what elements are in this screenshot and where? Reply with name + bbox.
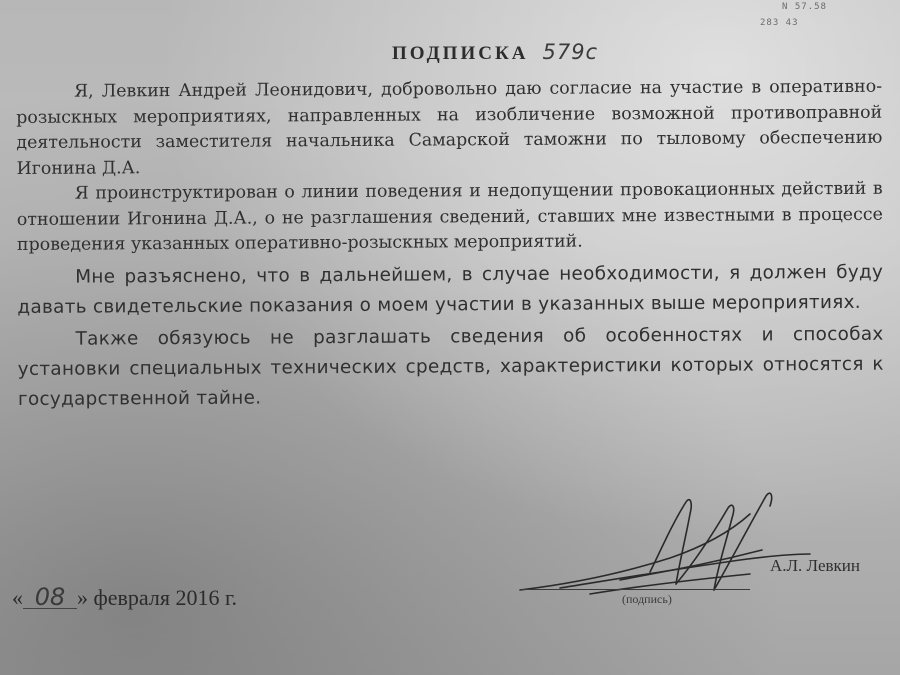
document-title: ПОДПИСКА	[392, 43, 529, 64]
handwritten-number: 579с	[542, 40, 599, 64]
paragraph-secrecy: Также обязуюсь не разглашать сведения об особенностях и способах установки специальных технических средств, характеристики которых относятся к государственной тайне.	[17, 323, 884, 410]
title-row	[392, 40, 598, 65]
header-mark-top: N 57.58	[782, 2, 827, 12]
signature-caption: (подпись)	[622, 592, 672, 606]
paragraph-instruction: Я проинструктирован о линии поведения и недопущении провокационных действий в отношении Игонина Д.А., о не разглашения сведений, ставших мне известными в процессе проведения указанных оперативно-розыскных мероприятий.	[16, 178, 883, 255]
date-open-quote: «	[12, 585, 23, 610]
header-mark-second: 283 43	[760, 18, 799, 28]
date-day-handwritten: 08	[23, 586, 77, 609]
paragraph-consent: Я, Левкин Андрей Леонидович, добровольно даю согласие на участие в оперативно-розыскных мероприятиях, направленных на изобличение возможной противоправной деятельности заместителя начальника Самарской таможни по тыловому обеспечению Игонина Д.А.	[16, 76, 883, 179]
date-month-year: февраля 2016 г.	[93, 585, 238, 610]
signature-line	[520, 589, 750, 590]
signer-name: А.Л. Левкин	[770, 556, 860, 575]
date-close-quote: »	[77, 585, 88, 610]
document-body	[16, 75, 884, 415]
date-row	[12, 585, 237, 611]
paragraph-testimony: Мне разъяснено, что в дальнейшем, в случае необходимости, я должен буду давать свидетельские показания о моем участии в указанных выше мероприятиях.	[17, 261, 884, 318]
